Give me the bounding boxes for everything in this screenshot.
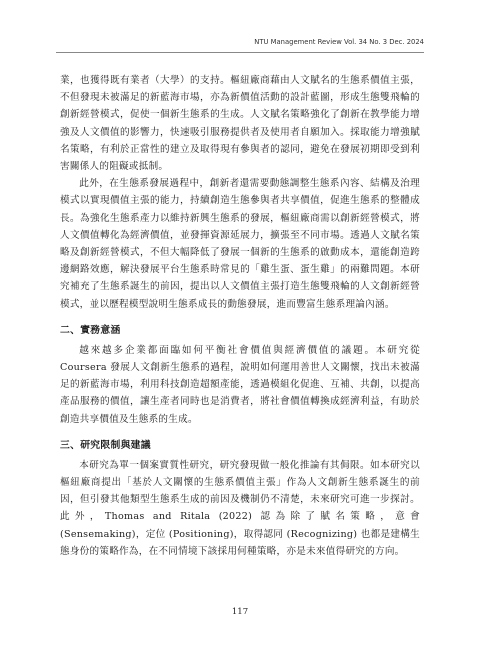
body-text [60,72,420,560]
header-rule [56,52,424,53]
paragraph-ecosystem-dynamics: 此外，在生態系發展過程中，創新者還需要動態調整生態系內容、結構及治理模式以實現價值主張的能力，持續創造生態參與者共享價值，促進生態系的整體成長。為強化生態系產力以維持新興生態系的發展，樞紐廠商需以創新經營模式，將人文價值轉化為經濟價值，並發揮資源延展力，擴張至不同市場。透過人文賦名策略及創新經營模式，不但大幅降低了發展一個新的生態系的啟動成本，還能創造跨邊網路效應，解決發展平台生態系時常見的「雞生蛋、蛋生雞」的兩難問題。本研究補充了生態系誕生的前因，提出以人文價值主張打造生態雙飛輪的人文創新經營模式，並以歷程模型說明生態系成長的動態發展，進而豐富生態系理論內涵。 [60,178,420,310]
section-heading-limitations: 三、研究限制與建議 [60,439,151,451]
paragraph-practical-implications: 越來越多企業都面臨如何平衡社會價值與經濟價值的議題。本研究從 Coursera 發展人文創新生態系的過程，說明如何運用善世人文關懷，找出未被滿足的新藍海市場，利用科技創造超額產能，透過模組化促進、互補、共創，以提高產品服務的價值，讓生產者同時也是消費者，將社會價值轉換成經濟利益，有助於創造共享價值及生態系的生成。 [60,344,420,425]
paragraph-limitations: 本研究為單一個案實質性研究，研究發現做一般化推論有其侷限。如本研究以樞紐廠商提出「基於人文關懷的生態系價值主張」作為人文創新生態系誕生的前因，但引發其他類型生態系生成的前因及機制仍不清楚，未來研究可進一步探討。此外，Thomas and Ritala (2022) 認為除了賦名策略，意會 (Sensemaking)，定位 (Positioning)，取得認同 (Recognizing) 也都是建構生態身份的策略作為，在不同情境下該採用何種策略，亦是未來值得研究的方向。 [60,459,420,557]
running-header: NTU Management Review Vol. 34 No. 3 Dec. 2024 [254,38,424,46]
paragraph-continuation: 業，也獲得既有業者（大學）的支持。樞紐廠商藉由人文賦名的生態系價值主張，不但發現未被滿足的新藍海市場，亦為新價值活動的設計藍圖，形成生態雙飛輪的創新經營模式，促使一個新生態系的生成。人文賦名策略強化了創新在教學能力增強及人文價值的影響力，快速吸引服務提供者及使用者自願加入。採取能力增強賦名策略，有利於正當性的建立及取得現有參與者的認同，避免在發展初期即受到利害關係人的阻礙或抵制。 [60,75,420,173]
section-heading-practical-implications: 二、實務意涵 [60,324,121,336]
page-number: 117 [231,607,249,617]
